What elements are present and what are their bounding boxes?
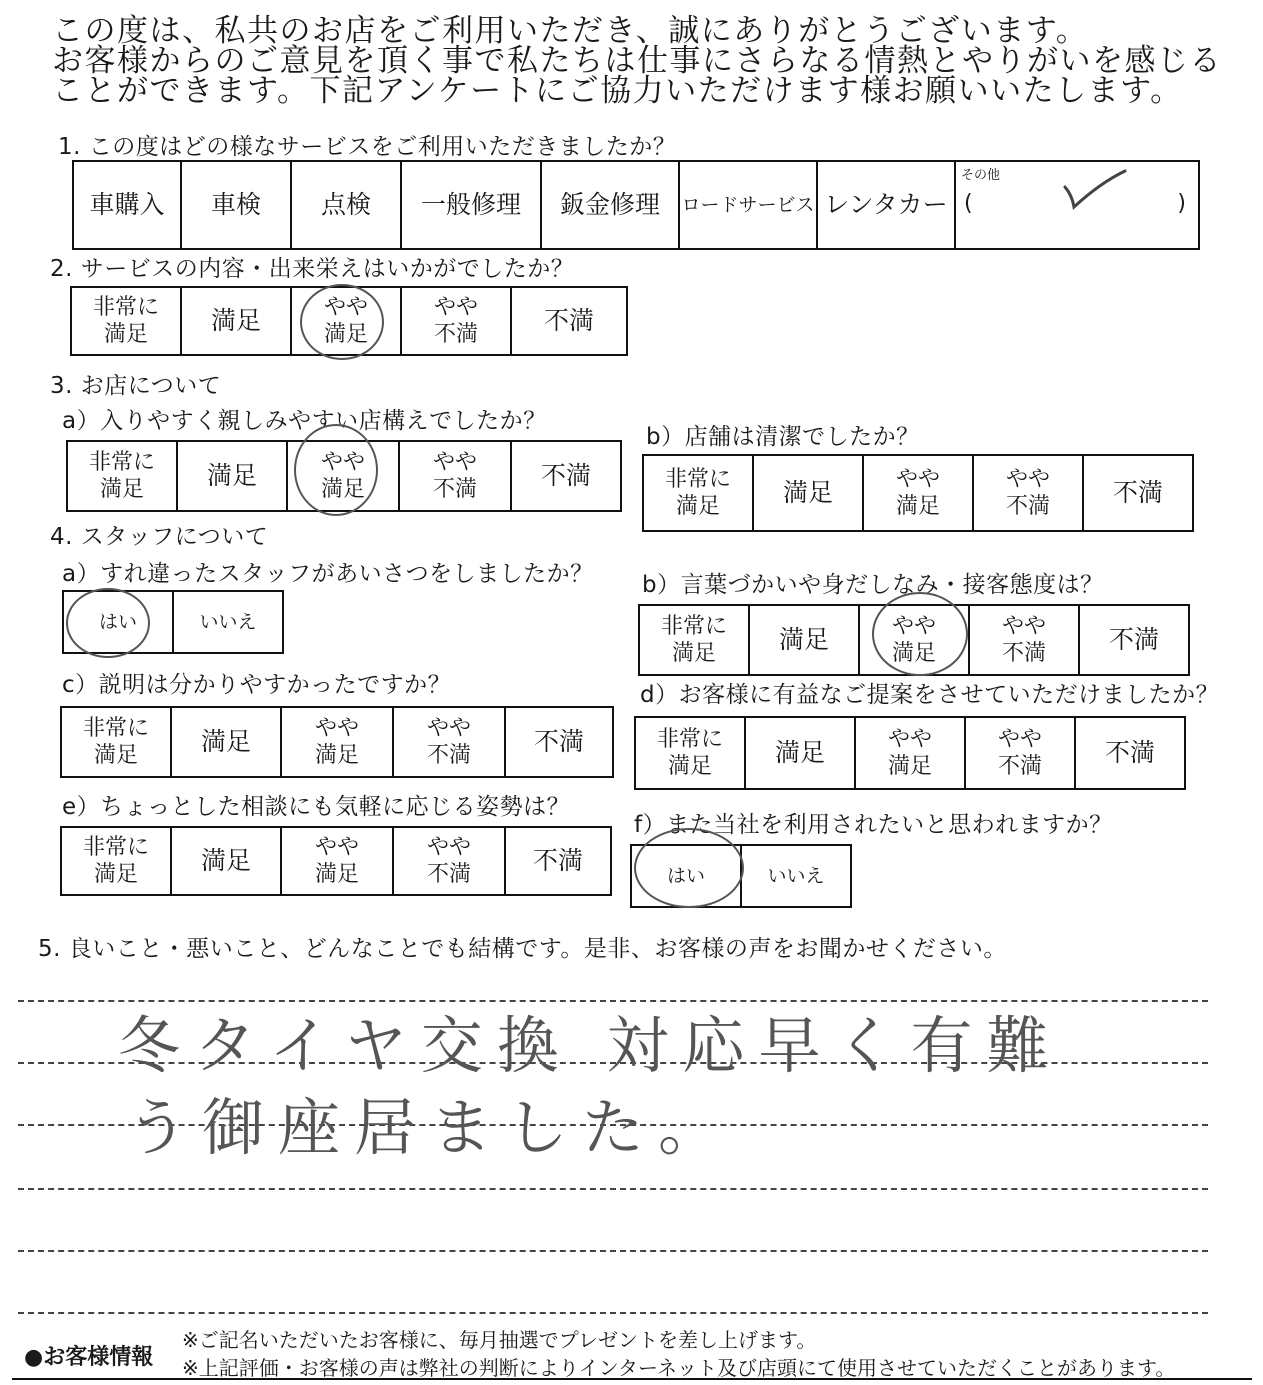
q1-title: 1. この度はどの様なサービスをご利用いただきましたか？	[58, 134, 677, 160]
q4c-option-dissatisfied[interactable]: 不満	[533, 727, 584, 756]
q1-option-general-repair[interactable]: 一般修理	[402, 162, 542, 248]
q3b-option-somewhat-satisfied[interactable]	[864, 456, 974, 530]
intro-line-3: ことができます。下記アンケートにご協力いただけます様お願いいたします。	[52, 73, 1183, 109]
option-line: やや	[432, 450, 477, 475]
q3b-options	[642, 454, 1194, 532]
q4a-options	[62, 590, 284, 654]
option-line: 満足	[895, 494, 940, 519]
footer-divider	[12, 1378, 1252, 1380]
q1-other-paren-close: )	[1177, 191, 1186, 216]
option-line: 満足	[103, 322, 148, 347]
q3a-title: a）入りやすく親しみやすい店構えでしたか？	[62, 408, 547, 434]
option-line: 非常に	[88, 450, 155, 475]
q3a-option-satisfied[interactable]: 満足	[178, 442, 288, 510]
q2-option-somewhat-dissatisfied[interactable]	[402, 288, 512, 354]
option-line: 非常に	[656, 727, 723, 752]
q4f-title: f）また当社を利用されたいと思われますか？	[634, 812, 1113, 838]
intro-text	[52, 13, 1222, 109]
q3a-options	[66, 440, 622, 512]
q3b-option-very-satisfied[interactable]	[644, 456, 754, 530]
q4d-options	[634, 716, 1186, 790]
q4c-option-satisfied[interactable]: 満足	[172, 708, 282, 776]
option-line: 満足	[314, 743, 359, 768]
q1-other-label: その他	[961, 168, 1001, 183]
option-line: 不満	[1001, 641, 1046, 666]
q4b-option-somewhat-dissatisfied[interactable]	[970, 606, 1080, 674]
q3a-option-very-satisfied[interactable]	[68, 442, 178, 510]
q1-options	[72, 160, 1200, 250]
q3b-title: b）店舗は清潔でしたか？	[646, 424, 920, 450]
option-line: 不満	[432, 477, 477, 502]
intro-line-2: お客様からのご意見を頂く事で私たちは仕事にさらなる情熱とやりがいを感じる	[52, 43, 1222, 79]
q2-option-dissatisfied[interactable]: 不満	[543, 306, 594, 335]
option-line: 満足	[675, 494, 720, 519]
option-line: 満足	[891, 641, 936, 666]
q5-title: 5. 良いこと・悪いこと、どんなことでも結構です。是非、お客様の声をお聞かせください。	[38, 936, 1007, 962]
q3a-option-dissatisfied[interactable]: 不満	[540, 461, 591, 490]
q5-answer-line-1: 冬タイヤ交換 対応早く有難	[118, 1009, 1063, 1082]
option-line: やや	[426, 716, 471, 741]
q4c-option-somewhat-dissatisfied[interactable]	[394, 708, 506, 776]
q4e-title: e）ちょっとした相談にも気軽に応じる姿勢は？	[62, 794, 571, 820]
q1-checkmark-icon	[1060, 165, 1130, 215]
q4c-options	[60, 706, 614, 778]
option-line: やや	[323, 295, 368, 320]
q4c-option-very-satisfied[interactable]	[62, 708, 172, 776]
option-line: やや	[1005, 467, 1050, 492]
q1-option-road-service[interactable]: ロードサービス	[680, 162, 818, 248]
q4e-option-dissatisfied[interactable]: 不満	[532, 846, 583, 875]
q1-option-inspection[interactable]: 車検	[182, 162, 292, 248]
option-line: やや	[997, 727, 1042, 752]
q4a-option-no[interactable]: いいえ	[199, 611, 257, 633]
q4e-option-somewhat-dissatisfied[interactable]	[394, 828, 506, 894]
option-line: 満足	[99, 477, 144, 502]
option-line: 満足	[93, 743, 138, 768]
q4b-title: b）言葉づかいや身だしなみ・接客態度は？	[642, 572, 1104, 598]
option-line: やや	[1001, 614, 1046, 639]
option-line: 非常に	[82, 835, 149, 860]
q3b-option-somewhat-dissatisfied[interactable]	[974, 456, 1084, 530]
option-line: やや	[426, 835, 471, 860]
option-line: やや	[887, 727, 932, 752]
option-line: 満足	[323, 322, 368, 347]
customer-info-heading: ●お客様情報	[24, 1345, 154, 1370]
q4e-option-satisfied[interactable]: 満足	[172, 828, 282, 894]
q4c-option-somewhat-satisfied[interactable]	[282, 708, 394, 776]
option-line: やや	[891, 614, 936, 639]
option-line: 不満	[1005, 494, 1050, 519]
q4b-option-dissatisfied[interactable]: 不満	[1108, 625, 1159, 654]
q4a-option-yes[interactable]: はい	[64, 592, 174, 652]
q2-options	[70, 286, 628, 356]
q4d-title: d）お客様に有益なご提案をさせていただけましたか？	[640, 682, 1220, 708]
q1-option-checkup[interactable]: 点検	[292, 162, 402, 248]
option-line: やや	[314, 716, 359, 741]
option-line: 非常に	[92, 295, 159, 320]
option-line: 満足	[667, 754, 712, 779]
q4d-option-very-satisfied[interactable]	[636, 718, 746, 788]
q4e-options	[60, 826, 612, 896]
q4b-option-very-satisfied[interactable]	[640, 606, 750, 674]
q1-other-paren-open: (	[964, 191, 973, 216]
q4b-options	[638, 604, 1190, 676]
q4d-option-somewhat-dissatisfied[interactable]	[966, 718, 1076, 788]
q4f-option-yes[interactable]: はい	[632, 846, 742, 906]
q4d-option-somewhat-satisfied[interactable]	[856, 718, 966, 788]
q1-option-car-purchase[interactable]: 車購入	[74, 162, 182, 248]
q3a-option-somewhat-satisfied[interactable]	[288, 442, 400, 510]
option-line: 非常に	[82, 716, 149, 741]
q4f-option-no[interactable]: いいえ	[767, 865, 825, 887]
q4f-options	[630, 844, 852, 908]
option-line: 不満	[426, 862, 471, 887]
option-line: 不満	[997, 754, 1042, 779]
footer-note-1: ※ご記名いただいたお客様に、毎月抽選でプレゼントを差し上げます。	[182, 1328, 817, 1352]
option-line: 満足	[314, 862, 359, 887]
q2-option-somewhat-satisfied[interactable]	[292, 288, 402, 354]
option-line: やや	[320, 450, 365, 475]
q4-title: 4. スタッフについて	[50, 524, 269, 550]
q5-answer-line-2: う御座居ました。	[126, 1091, 735, 1164]
q4d-option-satisfied[interactable]: 満足	[746, 718, 856, 788]
q4e-option-somewhat-satisfied[interactable]	[282, 828, 394, 894]
option-line: 非常に	[664, 467, 731, 492]
option-line: 満足	[320, 477, 365, 502]
answer-line	[18, 1312, 1208, 1314]
intro-line-1: この度は、私共のお店をご利用いただき、誠にありがとうございます。	[52, 13, 1089, 49]
q4c-title: c）説明は分かりやすかったですか？	[62, 672, 452, 698]
q4b-option-somewhat-satisfied[interactable]	[860, 606, 970, 674]
option-line: 非常に	[660, 614, 727, 639]
q1-option-bodywork[interactable]: 鈑金修理	[542, 162, 680, 248]
option-line: 不満	[426, 743, 471, 768]
q2-title: 2. サービスの内容・出来栄えはいかがでしたか？	[50, 256, 575, 282]
option-line: 満足	[93, 862, 138, 887]
option-line: やや	[433, 295, 478, 320]
answer-line	[18, 1250, 1208, 1252]
q4d-option-dissatisfied[interactable]: 不満	[1104, 738, 1155, 767]
q2-option-satisfied[interactable]: 満足	[182, 288, 292, 354]
q2-option-very-satisfied[interactable]	[72, 288, 182, 354]
q3a-option-somewhat-dissatisfied[interactable]	[400, 442, 512, 510]
footer-note-2: ※上記評価・お客様の声は弊社の判断によりインターネット及び店頭にて使用させていただくことがあります。	[182, 1356, 1176, 1380]
q4b-option-satisfied[interactable]: 満足	[750, 606, 860, 674]
q4a-title: a）すれ違ったスタッフがあいさつをしましたか？	[62, 561, 594, 587]
q3b-option-dissatisfied[interactable]: 不満	[1112, 478, 1163, 507]
q1-option-rental-car[interactable]: レンタカー	[818, 162, 956, 248]
option-line: 満足	[671, 641, 716, 666]
option-line: やや	[895, 467, 940, 492]
q3-title: 3. お店について	[50, 373, 222, 399]
q4e-option-very-satisfied[interactable]	[62, 828, 172, 894]
q3b-option-satisfied[interactable]: 満足	[754, 456, 864, 530]
answer-line	[18, 1188, 1208, 1190]
option-line: やや	[314, 835, 359, 860]
option-line: 満足	[887, 754, 932, 779]
option-line: 不満	[433, 322, 478, 347]
